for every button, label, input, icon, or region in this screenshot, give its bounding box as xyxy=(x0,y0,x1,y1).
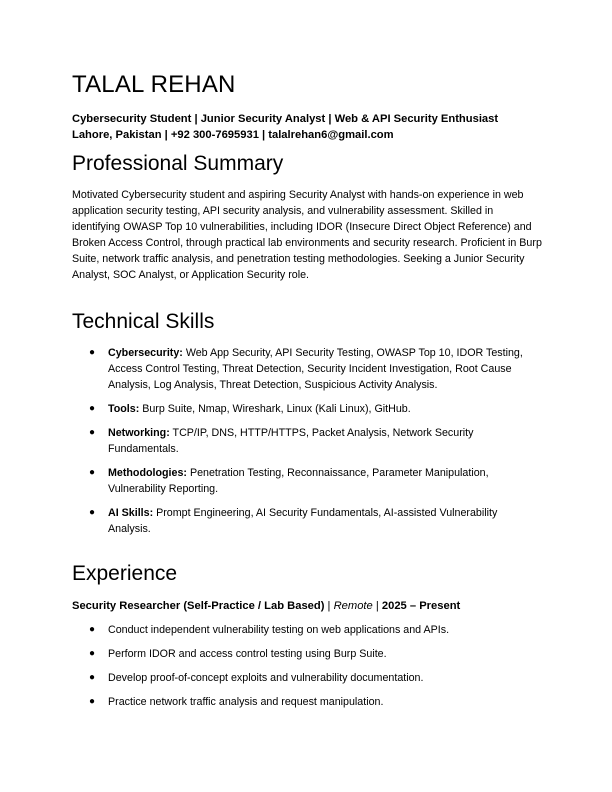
role-dates: 2025 – Present xyxy=(381,600,461,612)
experience-bullet: Practice network traffic analysis and request manipulation. xyxy=(108,696,384,708)
tagline: Cybersecurity Student | Junior Security Analyst | Web & API Security Enthusiast xyxy=(72,113,499,125)
list-item xyxy=(72,425,542,457)
experience-heading: Experience xyxy=(72,562,178,585)
skill-label: AI Skills: xyxy=(108,507,154,519)
header-info xyxy=(72,111,498,143)
summary-text: Motivated Cybersecurity student and aspiring Security Analyst with hands-on experience in web application security testing, API security analysis, and vulnerability assessment. Skilled in identifying OWASP Top 10 vulnerabilities, including IDOR (Insecure Direct Object Reference) and Broken Access Control, through practical lab environments and security research. Proficient in Burp Suite, network traffic analysis, and penetration testing methodologies. Seeking a Junior Security Analyst, SOC Analyst, or Application Security role. xyxy=(72,189,542,281)
skill-text: Prompt Engineering, AI Security Fundamentals, AI-assisted Vulnerability Analysis. xyxy=(108,507,498,535)
experience-list xyxy=(72,622,542,718)
role-location: Remote xyxy=(333,600,373,612)
list-item xyxy=(72,401,542,417)
list-item xyxy=(72,694,542,710)
skills-heading: Technical Skills xyxy=(72,310,215,333)
bullet-icon: ● xyxy=(89,696,96,707)
list-item xyxy=(72,670,542,686)
bullet-icon: ● xyxy=(89,672,96,683)
experience-bullet: Perform IDOR and access control testing using Burp Suite. xyxy=(108,648,387,660)
experience-bullet: Develop proof-of-concept exploits and vulnerability documentation. xyxy=(108,672,424,684)
list-item xyxy=(72,345,542,393)
role-separator: | xyxy=(324,600,334,612)
skill-text: Web App Security, API Security Testing, OWASP Top 10, IDOR Testing, Access Control Testing, Threat Detection, Security Incident Investigation, Root Cause Analysis, Log Analysis, Threat Detection, Suspicious Activity Analysis. xyxy=(108,347,523,391)
bullet-icon: ● xyxy=(89,427,96,438)
bullet-icon: ● xyxy=(89,507,96,518)
contact-line: Lahore, Pakistan | +92 300-7695931 | talalrehan6@gmail.com xyxy=(72,129,394,141)
summary-heading: Professional Summary xyxy=(72,152,284,175)
skill-label: Cybersecurity: xyxy=(108,347,183,359)
skills-list xyxy=(72,345,542,545)
bullet-icon: ● xyxy=(89,347,96,358)
list-item xyxy=(72,465,542,497)
list-item xyxy=(72,622,542,638)
list-item xyxy=(72,646,542,662)
skill-text: Penetration Testing, Reconnaissance, Parameter Manipulation, Vulnerability Reporting. xyxy=(108,467,489,495)
list-item xyxy=(72,505,542,537)
skill-label: Networking: xyxy=(108,427,170,439)
bullet-icon: ● xyxy=(89,467,96,478)
skill-label: Methodologies: xyxy=(108,467,187,479)
bullet-icon: ● xyxy=(89,403,96,414)
skill-text: TCP/IP, DNS, HTTP/HTTPS, Packet Analysis, Network Security Fundamentals. xyxy=(108,427,474,455)
role-separator: | xyxy=(372,600,382,612)
experience-bullet: Conduct independent vulnerability testing on web applications and APIs. xyxy=(108,624,450,636)
bullet-icon: ● xyxy=(89,624,96,635)
skill-text: Burp Suite, Nmap, Wireshark, Linux (Kali Linux), GitHub. xyxy=(139,403,411,415)
bullet-icon: ● xyxy=(89,648,96,659)
role-title: Security Researcher (Self-Practice / Lab Based) xyxy=(72,600,325,612)
candidate-name: TALAL REHAN xyxy=(72,71,236,98)
skill-label: Tools: xyxy=(108,403,140,415)
role-line xyxy=(72,598,460,614)
